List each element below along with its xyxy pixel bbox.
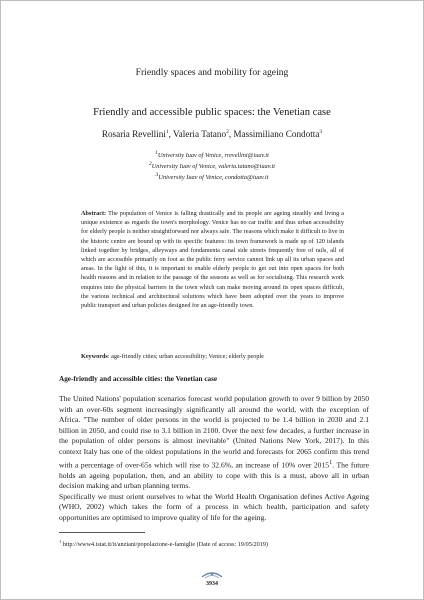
affiliation-list xyxy=(1,149,423,182)
author-name: Valeria Tatano xyxy=(173,129,227,140)
publisher-logo-icon xyxy=(200,568,224,580)
footnote-reference: 1 xyxy=(329,458,333,466)
footnote-text: http://www4.istat.it/it/anziani/popolazione-e-famiglie (Date of access: 19/05/2019) xyxy=(61,541,268,549)
keywords-label: Keywords xyxy=(81,353,108,360)
affiliation: $^3$University Iuav of Venice, condotta@iuav.it xyxy=(155,172,269,182)
author-list: Rosaria Revellini$^1$, Valeria Tatano$^2$, Massimiliano Condotta$^3$ xyxy=(101,129,323,140)
paper-title: Friendly and accessible public spaces: the Venetian case xyxy=(93,107,331,118)
section-heading: Age-friendly and accessible cities: the Venetian case xyxy=(59,375,218,383)
running-head: Friendly spaces and mobility for ageing xyxy=(135,67,289,78)
footnote xyxy=(59,539,369,548)
abstract-text: The population of Venice is falling drastically and its people are ageing steadily and living a unique existence as regards the town's morphology. Venice has no car traffic and thus urban accessibility for elderly people is neither straightforward nor always safe. The reasons which make it difficult to live in the historic centre are bound up with its specific features: its town framework is made up of 120 islands linked together by bridges, alleyways and fondamenta canal side streets frequently free of rails, all of which are accessible primarily on foot as the public ferry service cannot link up all its urban spaces and areas. In the light of this, it is important to enable elderly people to get out into open spaces for both health reasons and in relation to the passage of the seasons as well as for socialising. This research work enquires into the physical barriers in the town which can make moving around its open spaces difficult, the various technical and architectural solutions which have been adopted over the years to improve public transport and urban policies designed for an age-friendly town. xyxy=(81,210,345,310)
body-paragraph: The United Nations' population scenarios forecast world population growth to over 9 billion by 2050 with an over-60s segment increasingly significantly all around the world, with the exception of Africa. "The number of older persons in the world is projected to be 1.4 billion in 2030 and 2.1 billion in 2050, and could rise to 3.1 billion in 2100. Over the next few decades, a further increase in the population of older persons is almost inevitable" (United Nations New York, 2017). In this context Italy has one of the oldest populations in the world and forecasts for 2065 confirm this trend with a percentage of over-65s which will rise to 32.6%, an increase of 10% over 2015$^1$. The future holds an ageing population, then, and an ability to cope with this is a must, above all in urban decision making and urban planning terms. xyxy=(59,394,369,491)
author-affiliation-mark: 1 xyxy=(165,129,169,135)
page-number: 3934 xyxy=(206,581,218,587)
keywords xyxy=(81,353,344,360)
abstract-label: Abstract: xyxy=(81,210,107,217)
affiliation: $^1$University Iuav of Venice, rrevellini@iuav.it xyxy=(155,150,269,160)
keywords-text: : age-friendly cities; urban accessibility; Venice; elderly people xyxy=(107,353,264,360)
affiliation: $^2$University Iuav of Venice, valeria.tatano@iuav.it xyxy=(148,161,276,171)
abstract xyxy=(81,209,344,310)
author-affiliation-mark: 3 xyxy=(319,129,323,135)
author-name: Massimiliano Condotta xyxy=(233,129,320,140)
body-text xyxy=(59,394,369,524)
footnote-mark: 1 xyxy=(59,539,62,544)
body-paragraph: Specifically we must orient ourselves to what the World Health Organisation defines Active Ageing (WHO, 2002) which takes the form of a process in which health, participation and safety opportunities are optimised to improve quality of life for the ageing. xyxy=(59,491,369,523)
footnote-divider xyxy=(59,532,145,533)
author-name: Rosaria Revellini xyxy=(101,129,166,140)
author-affiliation-mark: 2 xyxy=(226,129,229,135)
